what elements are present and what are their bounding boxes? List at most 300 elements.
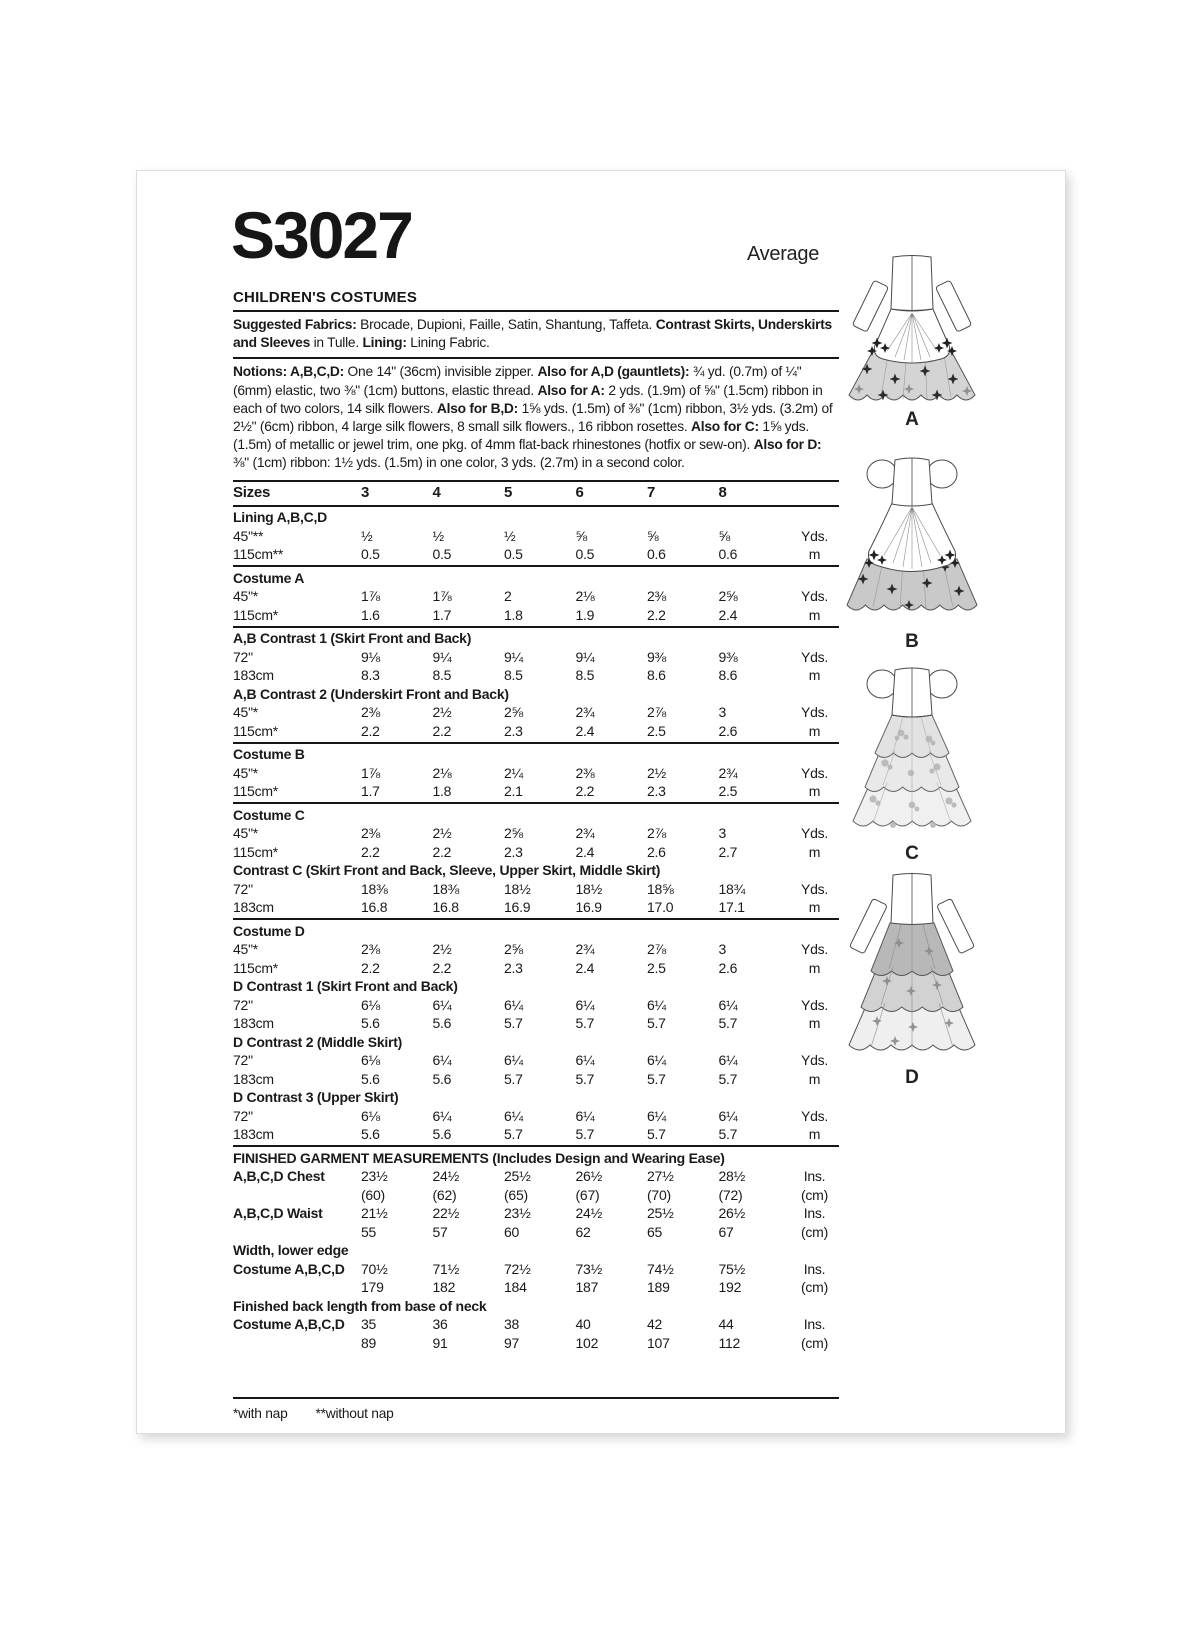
yardage-value: 6¼ <box>432 1107 452 1124</box>
yardage-value: 38 <box>504 1316 520 1333</box>
yardage-value: 0.6 <box>647 546 666 563</box>
yardage-value: 8.6 <box>718 667 738 684</box>
yardage-value: 16.8 <box>361 899 388 916</box>
yardage-value: 2.5 <box>647 722 666 739</box>
text-run: 2 yds. (1.9m) of ⅝" (1.5cm) ribbon in each of two colors, 14 silk flowers. <box>233 382 823 416</box>
yardage-value: 8.5 <box>432 667 452 684</box>
unit-label: (cm) <box>801 1334 828 1351</box>
unit-label: m <box>808 783 821 800</box>
yardage-value: 67 <box>718 1223 734 1240</box>
row-label: 115cm* <box>233 722 278 739</box>
costume-b-label: B <box>905 631 919 652</box>
row-label: A,B,C,D Chest <box>233 1168 325 1185</box>
yardage-value: 5.7 <box>647 1126 666 1143</box>
unit-label: m <box>808 546 821 563</box>
yardage-value: 2½ <box>432 704 452 721</box>
sizes-header-label: Sizes <box>233 483 271 501</box>
yardage-value: 192 <box>718 1279 742 1296</box>
yardage-value: 18¾ <box>718 880 745 897</box>
yardage-value: 179 <box>361 1279 384 1296</box>
yardage-value: ⅝ <box>575 527 587 544</box>
yardage-value: 26½ <box>575 1168 602 1185</box>
yardage-row <box>233 545 839 564</box>
yardage-value: 5.6 <box>432 1126 452 1143</box>
yardage-value: 1.9 <box>575 606 595 623</box>
row-label: 183cm <box>233 667 274 684</box>
unit-label: (cm) <box>801 1186 828 1203</box>
row-label: 183cm <box>233 1126 274 1143</box>
yardage-value: 2½ <box>432 941 452 958</box>
yardage-value: 8.6 <box>647 667 666 684</box>
yardage-value: ⅝ <box>718 527 730 544</box>
yardage-value: 2⅜ <box>361 941 380 958</box>
yardage-row <box>233 843 839 862</box>
unit-label: (cm) <box>801 1223 828 1240</box>
section-title: Costume C <box>233 806 305 823</box>
yardage-value: 72½ <box>504 1260 531 1277</box>
section-title: FINISHED GARMENT MEASUREMENTS (Includes Design and Wearing Ease) <box>233 1149 725 1166</box>
section-title: Lining A,B,C,D <box>233 509 327 526</box>
yardage-value: 2½ <box>647 764 666 781</box>
row-label: 72" <box>233 648 253 665</box>
section-title: A,B Contrast 2 (Underskirt Front and Back) <box>233 685 509 702</box>
yardage-value: 17.0 <box>647 899 674 916</box>
size-column-header: 5 <box>504 483 513 501</box>
yardage-value: 6⅛ <box>361 1107 380 1124</box>
row-label: 115cm** <box>233 546 284 563</box>
yardage-value: 74½ <box>647 1260 674 1277</box>
yardage-row <box>233 722 839 741</box>
costume-b-illustration <box>837 447 987 629</box>
costume-c-label: C <box>905 843 919 864</box>
size-column-header: 8 <box>718 483 727 501</box>
yardage-value: 18⅜ <box>361 880 388 897</box>
yardage-value: 2.4 <box>718 606 738 623</box>
yardage-value: 6⅛ <box>361 996 380 1013</box>
bold-text-run: Also for C: <box>691 419 763 435</box>
yardage-value: 6⅛ <box>361 1052 380 1069</box>
yardage-value: 17.1 <box>718 899 745 916</box>
section-divider <box>233 626 839 628</box>
yardage-value: 2.4 <box>575 843 595 860</box>
yardage-value: 102 <box>575 1334 599 1351</box>
section-title: Costume A <box>233 569 305 586</box>
size-column-header: 4 <box>432 483 441 501</box>
yardage-value: 5.7 <box>718 1015 738 1032</box>
section-title: Contrast C (Skirt Front and Back, Sleeve, Upper Skirt, Middle Skirt) <box>233 862 661 879</box>
yardage-row <box>233 666 839 685</box>
yardage-value: 187 <box>575 1279 599 1296</box>
section-divider <box>233 742 839 744</box>
costume-d-label: D <box>905 1067 919 1088</box>
yardage-value: 3 <box>718 704 727 721</box>
yardage-row <box>233 1167 839 1186</box>
unit-label: m <box>808 1015 821 1032</box>
yardage-row <box>233 648 839 667</box>
yardage-row <box>233 1107 839 1126</box>
yardage-value: 2¾ <box>575 825 595 842</box>
yardage-value: 5.6 <box>432 1070 452 1087</box>
size-column-header: 6 <box>575 483 584 501</box>
row-label: 45"* <box>233 825 258 842</box>
yardage-value: 112 <box>718 1334 741 1351</box>
size-column-header: 7 <box>647 483 656 501</box>
row-label: 115cm* <box>233 783 278 800</box>
pattern-number: S3027 <box>231 198 412 272</box>
bold-text-run: Lining: <box>362 335 407 351</box>
yardage-row <box>233 703 839 722</box>
yardage-row <box>233 1014 839 1033</box>
yardage-value: (65) <box>504 1186 528 1203</box>
yardage-value: 6¼ <box>647 1107 666 1124</box>
measurement-subheader: Finished back length from base of neck <box>233 1297 487 1314</box>
yardage-value: 6¼ <box>718 1107 738 1124</box>
yardage-value: 2.2 <box>647 606 666 623</box>
yardage-value: 2⅜ <box>575 764 595 781</box>
section-title: D Contrast 3 (Upper Skirt) <box>233 1089 399 1106</box>
yardage-value: 2⅝ <box>718 588 738 605</box>
yardage-value: 3 <box>718 825 727 842</box>
unit-label: m <box>808 667 821 684</box>
yardage-value: 107 <box>647 1334 670 1351</box>
bold-text-run: Suggested Fabrics: <box>233 317 361 332</box>
yardage-row <box>233 1315 839 1334</box>
section-divider <box>233 802 839 804</box>
yardage-value: 36 <box>432 1316 448 1333</box>
yardage-value: 89 <box>361 1334 377 1351</box>
unit-label: Yds. <box>800 1052 828 1069</box>
yardage-value: 182 <box>432 1279 456 1296</box>
yardage-value: 2¼ <box>504 764 523 781</box>
yardage-value: 2.6 <box>718 722 738 739</box>
yardage-value: 2¾ <box>575 941 595 958</box>
yardage-value: 5.6 <box>432 1015 452 1032</box>
without-nap-note: **without nap <box>315 1406 394 1421</box>
costume-b-figure <box>827 447 997 653</box>
yardage-value: 0.5 <box>432 546 452 563</box>
unit-label: Yds. <box>800 527 828 544</box>
unit-label: Yds. <box>800 825 828 842</box>
row-label: 115cm* <box>233 606 278 623</box>
yardage-value: 16.8 <box>432 899 459 916</box>
yardage-value: 25½ <box>647 1205 674 1222</box>
section-title: D Contrast 1 (Skirt Front and Back) <box>233 978 458 995</box>
yardage-value: 2.6 <box>718 959 738 976</box>
yardage-value: 24½ <box>575 1205 602 1222</box>
yardage-value: 71½ <box>432 1260 459 1277</box>
measurement-subheader: Width, lower edge <box>233 1242 349 1259</box>
section-title: D Contrast 2 (Middle Skirt) <box>233 1033 403 1050</box>
yardage-value: 2¾ <box>718 764 738 781</box>
yardage-row <box>233 527 839 546</box>
yardage-value: 6¼ <box>647 1052 666 1069</box>
costume-d-illustration <box>837 865 987 1065</box>
unit-label: Ins. <box>803 1316 826 1333</box>
unit-label: Yds. <box>800 941 828 958</box>
yardage-value: 2.2 <box>361 843 380 860</box>
yardage-value: 8.5 <box>575 667 595 684</box>
yardage-value: 2¾ <box>575 704 595 721</box>
yardage-value: 5.7 <box>504 1126 523 1143</box>
yardage-value: 2.7 <box>718 843 738 860</box>
yardage-value: 3 <box>718 941 727 958</box>
row-label: 72" <box>233 880 253 897</box>
unit-label: m <box>808 606 821 623</box>
yardage-value: 2.1 <box>504 783 523 800</box>
yardage-row <box>233 996 839 1015</box>
section-divider <box>233 565 839 567</box>
bold-text-run: Also for B,D: <box>436 400 522 416</box>
row-label: 115cm* <box>233 959 278 976</box>
yardage-value: 28½ <box>718 1168 745 1185</box>
yardage-row <box>233 1125 839 1144</box>
row-label: 45"** <box>233 527 264 544</box>
yardage-value: 2.2 <box>361 722 380 739</box>
yardage-value: (70) <box>647 1186 671 1203</box>
unit-label: Ins. <box>803 1205 826 1222</box>
unit-label: Yds. <box>800 1107 828 1124</box>
yardage-value: 1.7 <box>432 606 452 623</box>
unit-label: m <box>808 722 821 739</box>
yardage-value: 0.6 <box>718 546 738 563</box>
yardage-value: 5.7 <box>504 1015 523 1032</box>
yardage-value: ⅝ <box>647 527 659 544</box>
row-label: 183cm <box>233 1015 274 1032</box>
yardage-value: 40 <box>575 1316 591 1333</box>
unit-label: Yds. <box>800 880 828 897</box>
yardage-value: ½ <box>361 527 373 544</box>
unit-label: m <box>808 1126 821 1143</box>
yardage-value: 2⅞ <box>647 825 666 842</box>
yardage-value: 6¼ <box>504 1107 523 1124</box>
yardage-value: 5.6 <box>361 1015 380 1032</box>
bold-text-run: Contrast Skirts, Underskirts and Sleeves <box>233 317 832 351</box>
row-label: 183cm <box>233 1070 274 1087</box>
yardage-value: 2.3 <box>504 722 523 739</box>
unit-label: Yds. <box>800 764 828 781</box>
row-label: 72" <box>233 996 253 1013</box>
yardage-value: 16.9 <box>504 899 531 916</box>
yardage-value: 57 <box>432 1223 448 1240</box>
yardage-value: 9⅜ <box>647 648 666 665</box>
size-header-row <box>233 480 839 508</box>
yardage-value: 5.6 <box>361 1070 380 1087</box>
unit-label: Yds. <box>800 648 828 665</box>
yardage-value: 0.5 <box>361 546 380 563</box>
yardage-value: 9¼ <box>575 648 595 665</box>
yardage-value: 75½ <box>718 1260 745 1277</box>
suggested-fabrics-paragraph <box>233 312 839 359</box>
unit-label: m <box>808 1070 821 1087</box>
section-title: A,B Contrast 1 (Skirt Front and Back) <box>233 630 472 647</box>
yardage-value: 2.2 <box>575 783 595 800</box>
bold-text-run: Also for A: <box>537 382 609 398</box>
row-label: Costume A,B,C,D <box>233 1260 345 1277</box>
row-label: 72" <box>233 1052 253 1069</box>
yardage-value: 5.7 <box>718 1070 738 1087</box>
text-run: ⅜" (1cm) ribbon: 1½ yds. (1.5m) in one color, 3 yds. (2.7m) in a second color. <box>233 455 685 471</box>
notions-paragraph <box>233 359 839 477</box>
yardage-value: 2⅜ <box>361 825 380 842</box>
yardage-value: 23½ <box>361 1168 388 1185</box>
row-label: 45"* <box>233 941 258 958</box>
yardage-value: 0.5 <box>504 546 523 563</box>
bold-text-run: Also for D: <box>753 437 822 453</box>
category-title: CHILDREN'S COSTUMES <box>233 289 839 312</box>
difficulty-rating: Average <box>747 243 820 265</box>
yardage-value: 65 <box>647 1223 663 1240</box>
unit-label: Yds. <box>800 996 828 1013</box>
yardage-row <box>233 1334 839 1353</box>
yardage-value: 2⅝ <box>504 825 523 842</box>
yardage-value: 2⅝ <box>504 704 523 721</box>
yardage-value: (60) <box>361 1186 385 1203</box>
unit-label: Ins. <box>803 1168 826 1185</box>
yardage-value: 2.6 <box>647 843 666 860</box>
yardage-value: 184 <box>504 1279 527 1296</box>
yardage-value: 6¼ <box>504 996 523 1013</box>
yardage-table <box>233 480 839 1353</box>
yardage-row <box>233 764 839 783</box>
yardage-value: 2⅛ <box>432 764 452 781</box>
yardage-value: 2.3 <box>647 783 666 800</box>
costume-a-label: A <box>905 409 919 430</box>
yardage-value: 2 <box>504 588 512 605</box>
yardage-value: ½ <box>504 527 516 544</box>
yardage-value: 6¼ <box>432 996 452 1013</box>
yardage-value: 5.7 <box>718 1126 738 1143</box>
yardage-value: 5.6 <box>361 1126 380 1143</box>
yardage-value: 8.5 <box>504 667 523 684</box>
yardage-value: 2⅞ <box>647 941 666 958</box>
yardage-value: 9¼ <box>504 648 523 665</box>
yardage-value: 2.5 <box>647 959 666 976</box>
row-label: 45"* <box>233 588 258 605</box>
yardage-row <box>233 1278 839 1297</box>
yardage-value: 2.2 <box>361 959 380 976</box>
nap-footnote <box>233 1397 839 1421</box>
text-run: ¾ yd. (0.7m) of ¼" (6mm) elastic, two ⅜" (1cm) buttons, elastic thread. <box>233 364 802 398</box>
row-label: 45"* <box>233 704 258 721</box>
yardage-value: 5.7 <box>575 1015 595 1032</box>
yardage-value: 23½ <box>504 1205 531 1222</box>
yardage-value: 6¼ <box>575 996 595 1013</box>
yardage-value: 5.7 <box>504 1070 523 1087</box>
yardage-value: 42 <box>647 1316 663 1333</box>
yardage-value: 5.7 <box>647 1070 666 1087</box>
yardage-value: 5.7 <box>575 1126 595 1143</box>
yardage-value: 22½ <box>432 1205 459 1222</box>
yardage-value: 1.8 <box>432 783 452 800</box>
yardage-value: (72) <box>718 1186 743 1203</box>
row-label: 115cm* <box>233 843 278 860</box>
yardage-value: 16.9 <box>575 899 602 916</box>
row-label: 183cm <box>233 899 274 916</box>
yardage-value: 6¼ <box>504 1052 523 1069</box>
yardage-value: 91 <box>432 1334 448 1351</box>
yardage-value: 6¼ <box>647 996 666 1013</box>
yardage-value: 6¼ <box>575 1052 595 1069</box>
yardage-value: 2.3 <box>504 843 523 860</box>
yardage-row <box>233 782 839 801</box>
yardage-value: 18⅜ <box>432 880 459 897</box>
yardage-value: 60 <box>504 1223 520 1240</box>
costume-c-figure <box>827 657 997 865</box>
row-label: 72" <box>233 1107 253 1124</box>
yardage-value: 55 <box>361 1223 377 1240</box>
yardage-row <box>233 1260 839 1279</box>
yardage-value: 9⅜ <box>718 648 738 665</box>
unit-label: m <box>808 899 821 916</box>
row-label: 45"* <box>233 764 258 781</box>
yardage-value: 2⅞ <box>647 704 666 721</box>
unit-label: (cm) <box>801 1279 828 1296</box>
yardage-value: 2⅜ <box>647 588 666 605</box>
yardage-value: 25½ <box>504 1168 531 1185</box>
yardage-value: 9¼ <box>432 648 452 665</box>
yardage-value: (67) <box>575 1186 600 1203</box>
yardage-value: 6¼ <box>718 1052 738 1069</box>
yardage-value: 1⅞ <box>361 588 380 605</box>
section-divider <box>233 1145 839 1147</box>
section-divider <box>233 918 839 920</box>
costume-d-figure <box>827 865 997 1089</box>
yardage-value: 0.5 <box>575 546 595 563</box>
yardage-value: 2.4 <box>575 722 595 739</box>
section-title: Costume D <box>233 922 305 939</box>
yardage-value: 1.7 <box>361 783 380 800</box>
yardage-row <box>233 940 839 959</box>
yardage-row <box>233 959 839 978</box>
yardage-value: 6¼ <box>432 1052 452 1069</box>
yardage-value: 97 <box>504 1334 520 1351</box>
unit-label: Ins. <box>803 1260 826 1277</box>
yardage-row <box>233 1186 839 1205</box>
yardage-value: 2.3 <box>504 959 523 976</box>
yardage-value: 21½ <box>361 1205 388 1222</box>
yardage-value: 2.4 <box>575 959 595 976</box>
unit-label: m <box>808 843 821 860</box>
yardage-value: 2.2 <box>432 722 452 739</box>
yardage-value: 62 <box>575 1223 591 1240</box>
yardage-value: 27½ <box>647 1168 674 1185</box>
text-run: Lining Fabric. <box>406 335 490 351</box>
costume-c-illustration <box>837 657 987 841</box>
yardage-value: 2⅛ <box>575 588 595 605</box>
yardage-row <box>233 587 839 606</box>
pattern-envelope-back <box>136 170 1066 1434</box>
yardage-value: 2⅜ <box>361 704 380 721</box>
bold-text-run: Notions: A,B,C,D: <box>233 364 348 380</box>
yardage-value: 2⅝ <box>504 941 523 958</box>
yardage-value: 2½ <box>432 825 452 842</box>
yardage-value: 24½ <box>432 1168 459 1185</box>
yardage-value: 73½ <box>575 1260 602 1277</box>
yardage-value: 1.8 <box>504 606 523 623</box>
yardage-value: 1⅞ <box>361 764 380 781</box>
yardage-value: 5.7 <box>647 1015 666 1032</box>
yardage-row <box>233 1051 839 1070</box>
row-label: Costume A,B,C,D <box>233 1316 345 1333</box>
yardage-value: 1.6 <box>361 606 380 623</box>
yardage-value: 9⅛ <box>361 648 380 665</box>
yardage-value: 6¼ <box>718 996 738 1013</box>
yardage-value: 18½ <box>575 880 602 897</box>
yardage-row <box>233 898 839 917</box>
yardage-value: 6¼ <box>575 1107 595 1124</box>
yardage-value: 5.7 <box>575 1070 595 1087</box>
yardage-value: 2.2 <box>432 843 452 860</box>
